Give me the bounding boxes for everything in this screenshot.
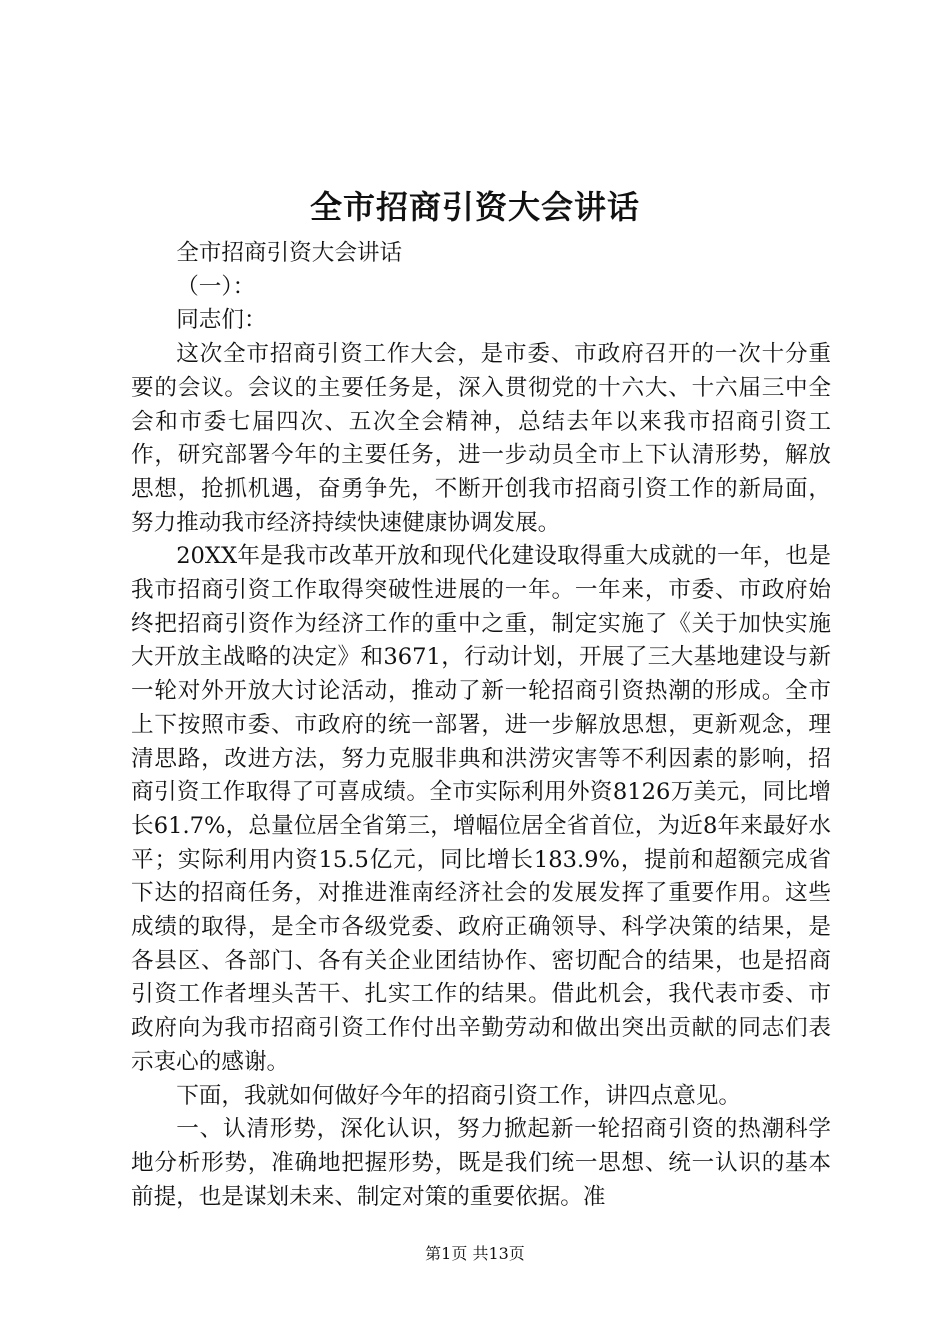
paragraph: 同志们：: [176, 307, 267, 334]
document-title: 全市招商引资大会讲话: [309, 188, 640, 226]
paragraph: 下面，我就如何做好今年的招商引资工作，讲四点意见。: [176, 1082, 742, 1109]
page-footer: 第1页 共13页: [425, 1244, 525, 1263]
paragraph: 这次全市招商引资工作大会，是市委、市政府召开的一次十分重要的会议。会议的主要任务是，深入贯彻党的十六大、十六届三中全会和市委七届四次、五次全会精神，总结去年以来我市招商引资工作，研究部署今年的主要任务，进一步动员全市上下认清形势，解放思想，抢抓机遇，奋勇争先，不断开创我市招商引资工作的新局面，努力推动我市经济持续快速健康协调发展。: [131, 341, 831, 536]
paragraph: 20XX年是我市改革开放和现代化建设取得重大成就的一年，也是我市招商引资工作取得突破性进展的一年。一年来，市委、市政府始终把招商引资作为经济工作的重中之重，制定实施了《关于加快实施大开放主战略的决定》和3671，行动计划，开展了三大基地建设与新一轮对外开放大讨论活动，推动了新一轮招商引资热潮的形成。全市上下按照市委、市政府的统一部署，进一步解放思想，更新观念，理清思路，改进方法，努力克服非典和洪涝灾害等不利因素的影响，招商引资工作取得了可喜成绩。全市实际利用外资8126万美元，同比增长61.7%，总量位居全省第三，增幅位居全省首位，为近8年来最好水平；实际利用内资15.5亿元，同比增长183.9%，提前和超额完成省下达的招商任务，对推进淮南经济社会的发展发挥了重要作用。这些成绩的取得，是全市各级党委、政府正确领导、科学决策的结果，是各县区、各部门、各有关企业团结协作、密切配合的结果，也是招商引资工作者埋头苦干、扎实工作的结果。借此机会，我代表市委、市政府向为我市招商引资工作付出辛勤劳动和做出突出贡献的同志们表示衷心的感谢。: [131, 543, 831, 1075]
paragraph: （一）：: [176, 273, 256, 300]
paragraph: 全市招商引资大会讲话: [176, 240, 403, 266]
document-body: [131, 237, 831, 1214]
paragraph: 一、认清形势，深化认识，努力掀起新一轮招商引资的热潮科学地分析形势，准确地把握形势，既是我们统一思想、统一认识的基本前提，也是谋划未来、制定对策的重要依据。准: [131, 1116, 831, 1210]
